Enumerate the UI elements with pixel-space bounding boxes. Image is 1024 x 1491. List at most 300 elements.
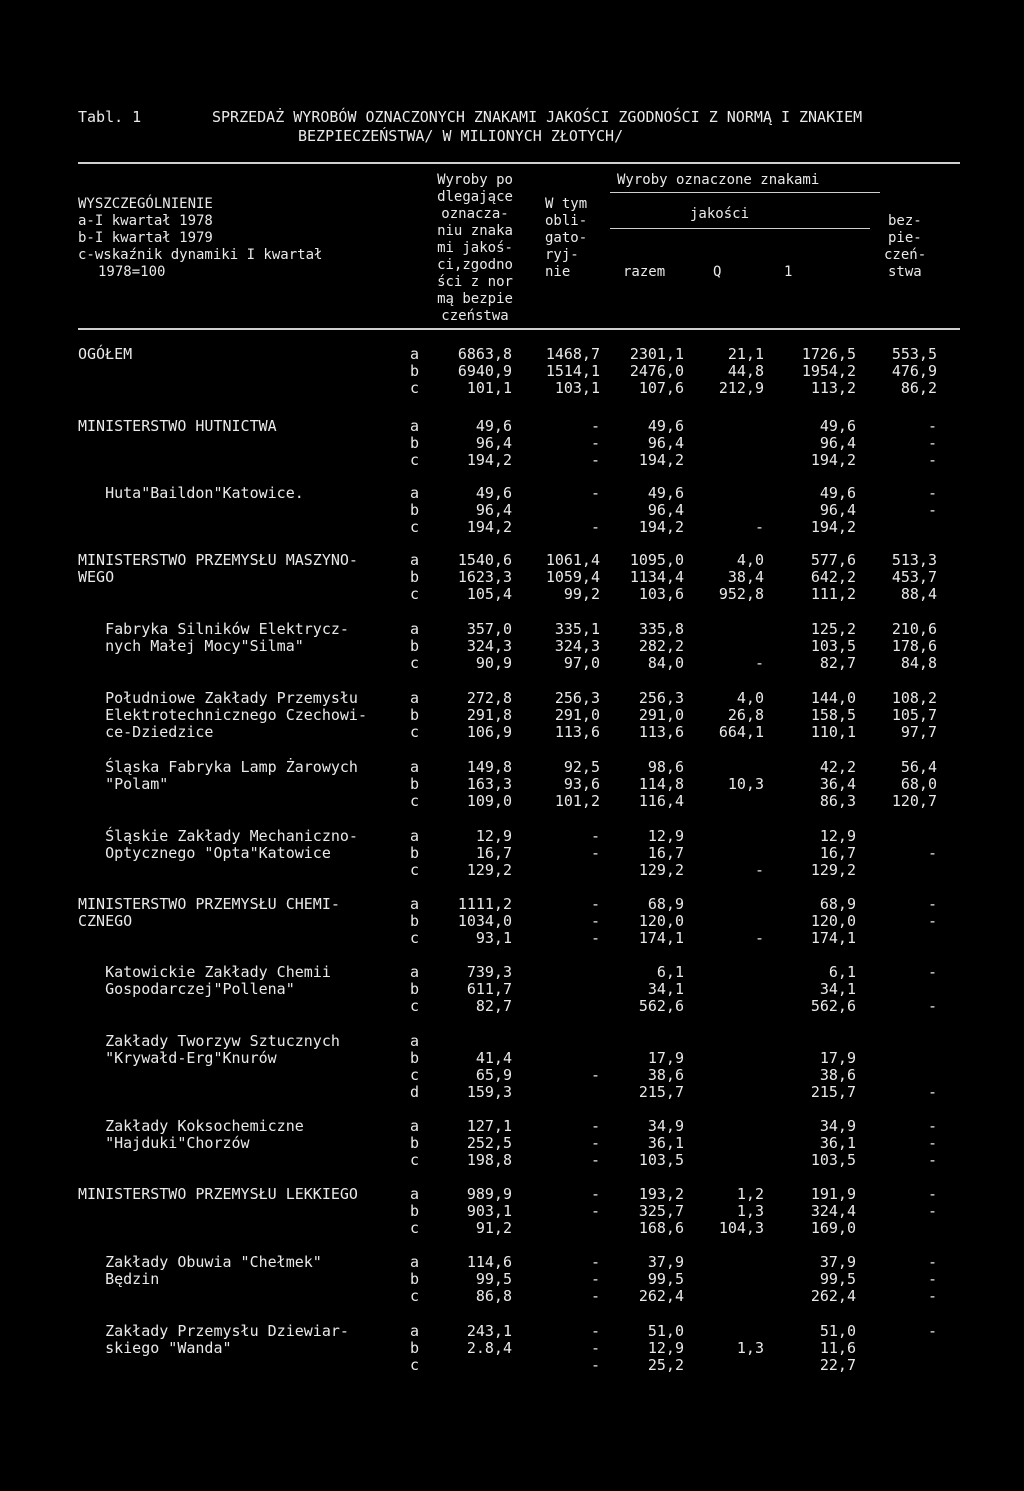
code-letter: a bbox=[410, 551, 420, 569]
q-value: 4,0 bbox=[736, 551, 764, 569]
code-letter: c bbox=[410, 1287, 420, 1305]
mandatory-value: - bbox=[590, 827, 600, 845]
certified-value: 90,9 bbox=[475, 654, 512, 672]
code-letter: b bbox=[410, 362, 420, 380]
total-quality-value: 325,7 bbox=[638, 1202, 684, 1220]
certified-value: 1540,6 bbox=[457, 551, 512, 569]
certified-value: 163,3 bbox=[466, 775, 512, 793]
total-quality-value: 107,6 bbox=[638, 379, 684, 397]
col2-line: gato- bbox=[545, 230, 588, 246]
col2-line: W tym bbox=[545, 196, 588, 212]
row-label: MINISTERSTWO PRZEMYSŁU CHEMI- bbox=[78, 895, 340, 913]
safety-value: - bbox=[927, 1322, 937, 1340]
one-value: 86,3 bbox=[819, 792, 856, 810]
one-value: 68,9 bbox=[819, 895, 856, 913]
one-value: 262,4 bbox=[810, 1287, 856, 1305]
q-value: 952,8 bbox=[718, 585, 764, 603]
certified-value: 6863,8 bbox=[457, 345, 512, 363]
total-quality-value: 335,8 bbox=[638, 620, 684, 638]
row-label: skiego "Wanda" bbox=[78, 1339, 232, 1357]
mandatory-value: 1061,4 bbox=[545, 551, 600, 569]
one-value: 51,0 bbox=[819, 1322, 856, 1340]
row-label: MINISTERSTWO HUTNICTWA bbox=[78, 417, 277, 435]
q-value: - bbox=[754, 518, 764, 536]
q-value: 4,0 bbox=[736, 689, 764, 707]
total-quality-value: 1095,0 bbox=[629, 551, 684, 569]
total-quality-value: 98,6 bbox=[647, 758, 684, 776]
row-label: OGÓŁEM bbox=[78, 345, 133, 363]
code-letter: c bbox=[410, 723, 420, 741]
code-letter: c bbox=[410, 1356, 420, 1374]
mandatory-value: - bbox=[590, 417, 600, 435]
one-value: 34,1 bbox=[819, 980, 856, 998]
spec-line: WYSZCZEGÓLNIENIE bbox=[78, 196, 213, 212]
mandatory-value: - bbox=[590, 1270, 600, 1288]
mandatory-value: 99,2 bbox=[563, 585, 600, 603]
certified-value: 49,6 bbox=[475, 417, 512, 435]
one-value: 169,0 bbox=[810, 1219, 856, 1237]
safety-value: - bbox=[927, 1287, 937, 1305]
safety-value: 120,7 bbox=[891, 792, 937, 810]
safety-value: - bbox=[927, 895, 937, 913]
row-label: "Hajduki"Chorzów bbox=[78, 1134, 250, 1152]
one-value: 642,2 bbox=[810, 568, 856, 586]
mandatory-value: - bbox=[590, 844, 600, 862]
q-value: - bbox=[754, 929, 764, 947]
one-value: 82,7 bbox=[819, 654, 856, 672]
certified-value: 99,5 bbox=[475, 1270, 512, 1288]
mandatory-value: - bbox=[590, 484, 600, 502]
total-quality-value: 38,6 bbox=[647, 1066, 684, 1084]
code-letter: c bbox=[410, 861, 420, 879]
total-quality-value: 34,1 bbox=[647, 980, 684, 998]
safety-value: 178,6 bbox=[891, 637, 937, 655]
mandatory-value: - bbox=[590, 1134, 600, 1152]
safety-line: stwa bbox=[888, 264, 922, 280]
q-value: 1,3 bbox=[736, 1202, 764, 1220]
mandatory-value: 1468,7 bbox=[545, 345, 600, 363]
one-value: 16,7 bbox=[819, 844, 856, 862]
one-value: 144,0 bbox=[810, 689, 856, 707]
q-value: 212,9 bbox=[718, 379, 764, 397]
one-value: 42,2 bbox=[819, 758, 856, 776]
certified-value: 82,7 bbox=[475, 997, 512, 1015]
code-letter: c bbox=[410, 585, 420, 603]
safety-value: 476,9 bbox=[891, 362, 937, 380]
one-value: 120,0 bbox=[810, 912, 856, 930]
certified-value: 114,6 bbox=[466, 1253, 512, 1271]
certified-value: 96,4 bbox=[475, 501, 512, 519]
code-letter: c bbox=[410, 654, 420, 672]
safety-value: 553,5 bbox=[891, 345, 937, 363]
one-value: 110,1 bbox=[810, 723, 856, 741]
certified-value: 903,1 bbox=[466, 1202, 512, 1220]
certified-value: 357,0 bbox=[466, 620, 512, 638]
col1-line: ci,zgodno bbox=[437, 257, 513, 273]
certified-value: 252,5 bbox=[466, 1134, 512, 1152]
row-label: Śląskie Zakłady Mechaniczno- bbox=[78, 827, 358, 845]
code-letter: b bbox=[410, 1202, 420, 1220]
quality-rule bbox=[610, 228, 870, 229]
total-quality-value: 193,2 bbox=[638, 1185, 684, 1203]
one-value: 125,2 bbox=[810, 620, 856, 638]
header-q: Q bbox=[713, 264, 722, 280]
total-quality-value: 168,6 bbox=[638, 1219, 684, 1237]
q-value: 10,3 bbox=[727, 775, 764, 793]
code-letter: b bbox=[410, 1049, 420, 1067]
one-value: 324,4 bbox=[810, 1202, 856, 1220]
mandatory-value: - bbox=[590, 1322, 600, 1340]
code-letter: a bbox=[410, 963, 420, 981]
total-quality-value: 562,6 bbox=[638, 997, 684, 1015]
total-quality-value: 194,2 bbox=[638, 518, 684, 536]
total-quality-value: 49,6 bbox=[647, 417, 684, 435]
row-label: nych Małej Mocy"Silma" bbox=[78, 637, 304, 655]
certified-value: 194,2 bbox=[466, 451, 512, 469]
one-value: 11,6 bbox=[819, 1339, 856, 1357]
certified-value: 272,8 bbox=[466, 689, 512, 707]
code-letter: a bbox=[410, 1117, 420, 1135]
mandatory-value: - bbox=[590, 1339, 600, 1357]
one-value: 174,1 bbox=[810, 929, 856, 947]
mandatory-value: 93,6 bbox=[563, 775, 600, 793]
certified-value: 1623,3 bbox=[457, 568, 512, 586]
certified-value: 91,2 bbox=[475, 1219, 512, 1237]
safety-value: - bbox=[927, 417, 937, 435]
header-bottom-rule bbox=[78, 328, 960, 330]
code-letter: a bbox=[410, 345, 420, 363]
q-value: 21,1 bbox=[727, 345, 764, 363]
row-label: MINISTERSTWO PRZEMYSŁU LEKKIEGO bbox=[78, 1185, 358, 1203]
row-label: Zakłady Przemysłu Dziewiar- bbox=[78, 1322, 349, 1340]
col1-line: niu znaka bbox=[437, 223, 513, 239]
total-quality-value: 16,7 bbox=[647, 844, 684, 862]
row-label: Elektrotechnicznego Czechowi- bbox=[78, 706, 367, 724]
code-letter: c bbox=[410, 451, 420, 469]
col2-line: nie bbox=[545, 264, 571, 280]
total-quality-value: 113,6 bbox=[638, 723, 684, 741]
total-quality-value: 194,2 bbox=[638, 451, 684, 469]
code-letter: c bbox=[410, 379, 420, 397]
certified-value: 16,7 bbox=[475, 844, 512, 862]
safety-value: - bbox=[927, 1202, 937, 1220]
certified-value: 739,3 bbox=[466, 963, 512, 981]
one-value: 194,2 bbox=[810, 518, 856, 536]
one-value: 103,5 bbox=[810, 1151, 856, 1169]
mandatory-value: 1514,1 bbox=[545, 362, 600, 380]
one-value: 36,4 bbox=[819, 775, 856, 793]
one-value: 191,9 bbox=[810, 1185, 856, 1203]
safety-value: 210,6 bbox=[891, 620, 937, 638]
code-letter: b bbox=[410, 775, 420, 793]
code-letter: a bbox=[410, 689, 420, 707]
code-letter: b bbox=[410, 1270, 420, 1288]
code-letter: a bbox=[410, 1322, 420, 1340]
certified-value: 127,1 bbox=[466, 1117, 512, 1135]
table-number: Tabl. 1 bbox=[78, 108, 142, 126]
col1-line: dlegające bbox=[437, 189, 513, 205]
total-quality-value: 2301,1 bbox=[629, 345, 684, 363]
certified-value: 6940,9 bbox=[457, 362, 512, 380]
total-quality-value: 96,4 bbox=[647, 501, 684, 519]
row-label: "Krywałd-Erg"Knurów bbox=[78, 1049, 277, 1067]
col1-line: ści z nor bbox=[437, 274, 513, 290]
one-value: 1954,2 bbox=[801, 362, 856, 380]
safety-line: czeń- bbox=[884, 247, 927, 263]
one-value: 96,4 bbox=[819, 434, 856, 452]
one-value: 113,2 bbox=[810, 379, 856, 397]
total-quality-value: 262,4 bbox=[638, 1287, 684, 1305]
one-value: 158,5 bbox=[810, 706, 856, 724]
one-value: 1726,5 bbox=[801, 345, 856, 363]
q-value: - bbox=[754, 861, 764, 879]
code-letter: a bbox=[410, 827, 420, 845]
total-quality-value: 103,5 bbox=[638, 1151, 684, 1169]
row-label: Zakłady Koksochemiczne bbox=[78, 1117, 304, 1135]
row-label: MINISTERSTWO PRZEMYSŁU MASZYNO- bbox=[78, 551, 358, 569]
code-letter: c bbox=[410, 929, 420, 947]
safety-value: 513,3 bbox=[891, 551, 937, 569]
mandatory-value: - bbox=[590, 1202, 600, 1220]
mandatory-value: - bbox=[590, 1151, 600, 1169]
safety-value: 453,7 bbox=[891, 568, 937, 586]
certified-value: 324,3 bbox=[466, 637, 512, 655]
certified-value: 106,9 bbox=[466, 723, 512, 741]
col2-line: obli- bbox=[545, 213, 588, 229]
row-label: "Polam" bbox=[78, 775, 169, 793]
one-value: 577,6 bbox=[810, 551, 856, 569]
header-total: razem bbox=[623, 264, 666, 280]
mandatory-value: - bbox=[590, 1066, 600, 1084]
one-value: 562,6 bbox=[810, 997, 856, 1015]
group-rule bbox=[610, 192, 880, 193]
one-value: 49,6 bbox=[819, 484, 856, 502]
safety-value: 56,4 bbox=[900, 758, 937, 776]
certified-value: 159,3 bbox=[466, 1083, 512, 1101]
one-value: 6,1 bbox=[828, 963, 856, 981]
q-value: 1,2 bbox=[736, 1185, 764, 1203]
col2-line: ryj- bbox=[545, 247, 579, 263]
safety-value: 108,2 bbox=[891, 689, 937, 707]
safety-value: - bbox=[927, 1117, 937, 1135]
header-1: 1 bbox=[784, 264, 793, 280]
one-value: 22,7 bbox=[819, 1356, 856, 1374]
total-quality-value: 120,0 bbox=[638, 912, 684, 930]
total-quality-value: 96,4 bbox=[647, 434, 684, 452]
q-value: 104,3 bbox=[718, 1219, 764, 1237]
row-label: Będzin bbox=[78, 1270, 160, 1288]
safety-line: pie- bbox=[888, 230, 922, 246]
total-quality-value: 12,9 bbox=[647, 1339, 684, 1357]
one-value: 38,6 bbox=[819, 1066, 856, 1084]
safety-value: 84,8 bbox=[900, 654, 937, 672]
certified-value: 291,8 bbox=[466, 706, 512, 724]
table-title-line2: BEZPIECZEŃSTWA/ W MILIONYCH ZŁOTYCH/ bbox=[298, 127, 624, 145]
mandatory-value: - bbox=[590, 1287, 600, 1305]
mandatory-value: - bbox=[590, 1117, 600, 1135]
certified-value: 41,4 bbox=[475, 1049, 512, 1067]
certified-value: 12,9 bbox=[475, 827, 512, 845]
col1-line: mi jakoś- bbox=[437, 240, 513, 256]
code-letter: d bbox=[410, 1083, 420, 1101]
q-value: 664,1 bbox=[718, 723, 764, 741]
row-label: Huta"Baildon"Katowice. bbox=[78, 484, 304, 502]
safety-value: - bbox=[927, 1083, 937, 1101]
mandatory-value: 291,0 bbox=[554, 706, 600, 724]
row-label: Południowe Zakłady Przemysłu bbox=[78, 689, 358, 707]
q-value: 1,3 bbox=[736, 1339, 764, 1357]
code-letter: a bbox=[410, 1032, 420, 1050]
code-letter: b bbox=[410, 912, 420, 930]
total-quality-value: 34,9 bbox=[647, 1117, 684, 1135]
safety-value: 86,2 bbox=[900, 379, 937, 397]
spec-line: b-I kwartał 1979 bbox=[78, 230, 213, 246]
certified-value: 611,7 bbox=[466, 980, 512, 998]
certified-value: 1111,2 bbox=[457, 895, 512, 913]
row-label: Optycznego "Opta"Katowice bbox=[78, 844, 331, 862]
code-letter: b bbox=[410, 1339, 420, 1357]
mandatory-value: 103,1 bbox=[554, 379, 600, 397]
one-value: 49,6 bbox=[819, 417, 856, 435]
safety-value: - bbox=[927, 1270, 937, 1288]
safety-value: - bbox=[927, 434, 937, 452]
mandatory-value: - bbox=[590, 1356, 600, 1374]
safety-value: 97,7 bbox=[900, 723, 937, 741]
one-value: 96,4 bbox=[819, 501, 856, 519]
code-letter: a bbox=[410, 417, 420, 435]
mandatory-value: 101,2 bbox=[554, 792, 600, 810]
certified-value: 989,9 bbox=[466, 1185, 512, 1203]
total-quality-value: 291,0 bbox=[638, 706, 684, 724]
one-value: 99,5 bbox=[819, 1270, 856, 1288]
code-letter: c bbox=[410, 518, 420, 536]
row-label: Zakłady Obuwia "Chełmek" bbox=[78, 1253, 322, 1271]
total-quality-value: 129,2 bbox=[638, 861, 684, 879]
safety-value: - bbox=[927, 997, 937, 1015]
total-quality-value: 114,8 bbox=[638, 775, 684, 793]
code-letter: c bbox=[410, 1219, 420, 1237]
safety-value: - bbox=[927, 912, 937, 930]
code-letter: b bbox=[410, 706, 420, 724]
code-letter: b bbox=[410, 1134, 420, 1152]
col1-line: mą bezpie bbox=[437, 291, 513, 307]
total-quality-value: 6,1 bbox=[656, 963, 684, 981]
certified-value: 65,9 bbox=[475, 1066, 512, 1084]
row-label: Zakłady Tworzyw Sztucznych bbox=[78, 1032, 340, 1050]
total-quality-value: 256,3 bbox=[638, 689, 684, 707]
col1-line: czeństwa bbox=[441, 308, 509, 324]
row-label: Śląska Fabryka Lamp Żarowych bbox=[78, 758, 358, 776]
code-letter: b bbox=[410, 844, 420, 862]
safety-line: bez- bbox=[888, 213, 922, 229]
safety-value: - bbox=[927, 484, 937, 502]
mandatory-value: - bbox=[590, 1185, 600, 1203]
code-letter: b bbox=[410, 637, 420, 655]
code-letter: a bbox=[410, 1253, 420, 1271]
total-quality-value: 103,6 bbox=[638, 585, 684, 603]
mandatory-value: 335,1 bbox=[554, 620, 600, 638]
code-letter: c bbox=[410, 1066, 420, 1084]
code-letter: b bbox=[410, 568, 420, 586]
mandatory-value: 97,0 bbox=[563, 654, 600, 672]
total-quality-value: 51,0 bbox=[647, 1322, 684, 1340]
total-quality-value: 68,9 bbox=[647, 895, 684, 913]
mandatory-value: - bbox=[590, 895, 600, 913]
safety-value: - bbox=[927, 963, 937, 981]
safety-value: - bbox=[927, 1151, 937, 1169]
certified-value: 194,2 bbox=[466, 518, 512, 536]
one-value: 194,2 bbox=[810, 451, 856, 469]
code-letter: c bbox=[410, 1151, 420, 1169]
row-label: Gospodarczej"Pollena" bbox=[78, 980, 295, 998]
total-quality-value: 37,9 bbox=[647, 1253, 684, 1271]
safety-value: - bbox=[927, 501, 937, 519]
total-quality-value: 25,2 bbox=[647, 1356, 684, 1374]
row-label: ce-Dziedzice bbox=[78, 723, 214, 741]
total-quality-value: 84,0 bbox=[647, 654, 684, 672]
header-quality: jakości bbox=[690, 206, 750, 222]
row-label: Katowickie Zakłady Chemii bbox=[78, 963, 331, 981]
one-value: 36,1 bbox=[819, 1134, 856, 1152]
code-letter: a bbox=[410, 895, 420, 913]
code-letter: a bbox=[410, 620, 420, 638]
code-letter: b bbox=[410, 434, 420, 452]
certified-value: 1034,0 bbox=[457, 912, 512, 930]
table-title-line1: SPRZEDAŻ WYROBÓW OZNACZONYCH ZNAKAMI JAKOŚCI ZGODNOŚCI Z NORMĄ I ZNAKIEM bbox=[212, 108, 863, 126]
mandatory-value: 256,3 bbox=[554, 689, 600, 707]
row-label: CZNEGO bbox=[78, 912, 133, 930]
header-group-marked: Wyroby oznaczone znakami bbox=[617, 172, 820, 188]
one-value: 17,9 bbox=[819, 1049, 856, 1067]
one-value: 111,2 bbox=[810, 585, 856, 603]
row-label: WEGO bbox=[78, 568, 115, 586]
safety-value: 88,4 bbox=[900, 585, 937, 603]
one-value: 12,9 bbox=[819, 827, 856, 845]
one-value: 129,2 bbox=[810, 861, 856, 879]
spec-line: c-wskaźnik dynamiki I kwartał bbox=[78, 247, 323, 263]
one-value: 215,7 bbox=[810, 1083, 856, 1101]
mandatory-value: - bbox=[590, 518, 600, 536]
certified-value: 105,4 bbox=[466, 585, 512, 603]
mandatory-value: - bbox=[590, 434, 600, 452]
mandatory-value: - bbox=[590, 912, 600, 930]
total-quality-value: 215,7 bbox=[638, 1083, 684, 1101]
q-value: 38,4 bbox=[727, 568, 764, 586]
col1-line: Wyroby po bbox=[437, 172, 513, 188]
safety-value: 105,7 bbox=[891, 706, 937, 724]
total-quality-value: 49,6 bbox=[647, 484, 684, 502]
total-quality-value: 12,9 bbox=[647, 827, 684, 845]
mandatory-value: - bbox=[590, 451, 600, 469]
mandatory-value: - bbox=[590, 1253, 600, 1271]
certified-value: 96,4 bbox=[475, 434, 512, 452]
col1-line: oznacza- bbox=[441, 206, 509, 222]
one-value: 34,9 bbox=[819, 1117, 856, 1135]
q-value: - bbox=[754, 654, 764, 672]
certified-value: 243,1 bbox=[466, 1322, 512, 1340]
mandatory-value: 113,6 bbox=[554, 723, 600, 741]
code-letter: a bbox=[410, 484, 420, 502]
certified-value: 93,1 bbox=[475, 929, 512, 947]
mandatory-value: 324,3 bbox=[554, 637, 600, 655]
code-letter: c bbox=[410, 997, 420, 1015]
row-label: Fabryka Silników Elektrycz- bbox=[78, 620, 349, 638]
mandatory-value: - bbox=[590, 929, 600, 947]
code-letter: b bbox=[410, 501, 420, 519]
code-letter: b bbox=[410, 980, 420, 998]
spec-line: a-I kwartał 1978 bbox=[78, 213, 213, 229]
safety-value: - bbox=[927, 844, 937, 862]
